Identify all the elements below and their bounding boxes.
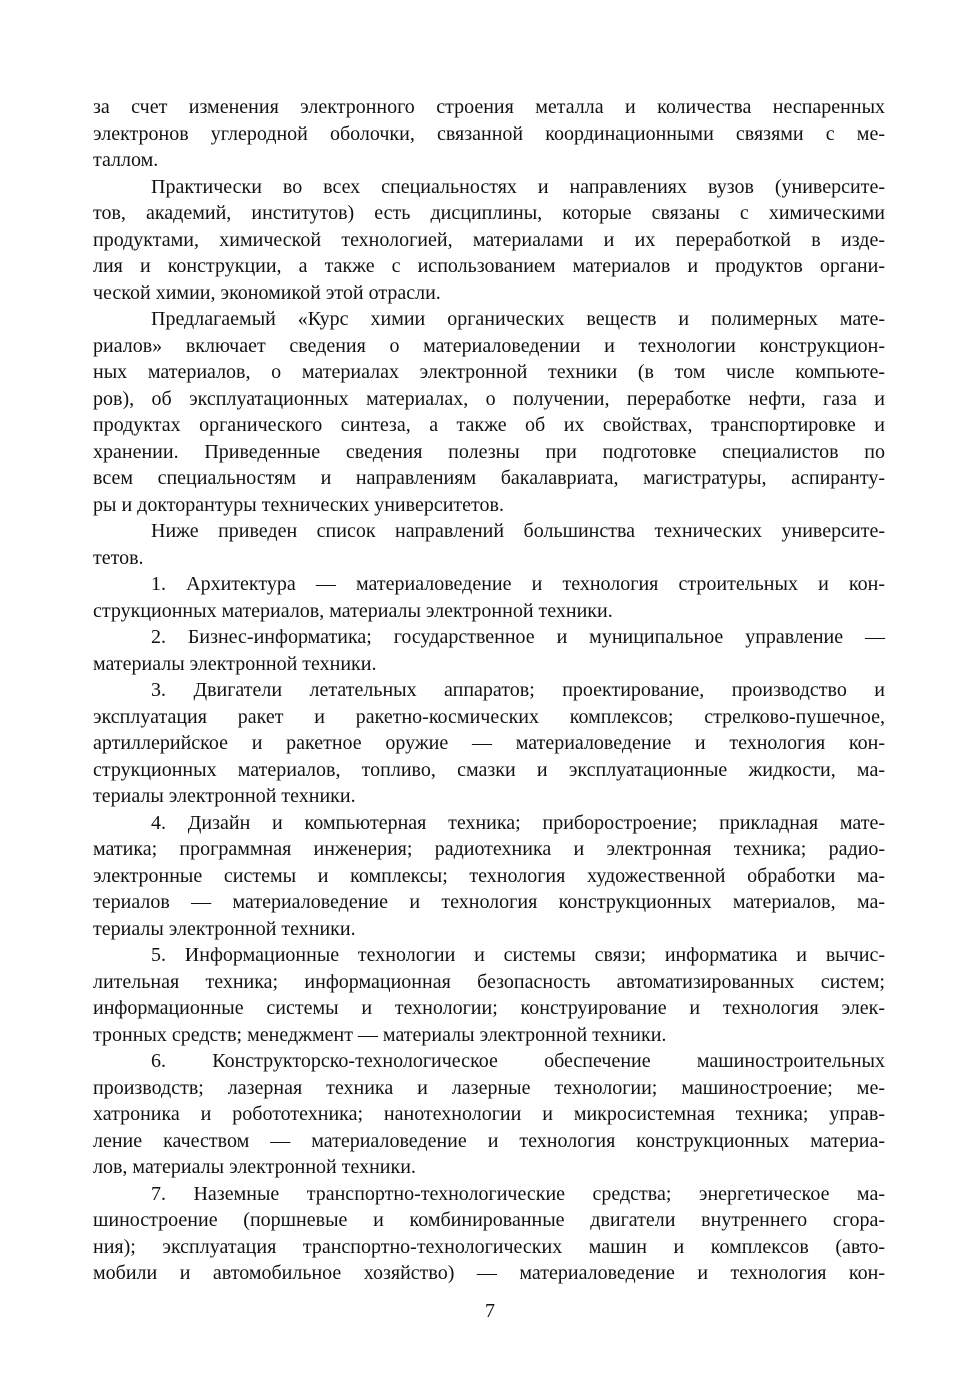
- text-line: 7. Наземные транспортно-технологические средства; энергетическое ма-: [151, 1182, 885, 1205]
- text-line: за счет изменения электронного строения металла и количества неспаренных: [93, 96, 885, 118]
- text-line: ческой химии, экономикой этой отрасли.: [93, 281, 441, 304]
- text-line: электронов углеродной оболочки, связанной координационными связями с ме-: [93, 122, 885, 145]
- text-line: ров), об эксплуатационных материалах, о получении, переработке нефти, газа и: [93, 387, 885, 410]
- paragraph: [93, 571, 885, 624]
- text-line: производств; лазерная техника и лазерные технологии; машиностроение; ме-: [93, 1076, 885, 1099]
- paragraph: [93, 1048, 885, 1181]
- text-line: матика; программная инженерия; радиотехника и электронная техника; радио-: [93, 838, 885, 860]
- text-line: струкционных материалов, материалы электронной техники.: [93, 599, 613, 622]
- text-line: лов, материалы электронной техники.: [93, 1156, 416, 1178]
- paragraph: [93, 1181, 885, 1287]
- paragraph: [93, 810, 885, 943]
- text-line: Ниже приведен список направлений большинства технических университе-: [151, 520, 885, 542]
- paragraph: [93, 677, 885, 810]
- text-line: Практически во всех специальностях и направлениях вузов (университе-: [151, 175, 885, 198]
- paragraph: [93, 174, 885, 307]
- text-line: лительная техника; информационная безопасность автоматизированных систем;: [93, 970, 885, 993]
- text-line: струкционных материалов, топливо, смазки и эксплуатационные жидкости, ма-: [93, 758, 885, 781]
- page-number: 7: [485, 1300, 495, 1322]
- text-line: 2. Бизнес-информатика; государственное и муниципальное управление —: [151, 626, 885, 648]
- text-line: тетов.: [93, 546, 144, 569]
- text-line: риалов» включает сведения о материаловедении и технологии конструкцион-: [93, 334, 885, 357]
- paragraph: [93, 94, 885, 174]
- text-line: териалов — материаловедение и технология конструкционных материалов, ма-: [93, 891, 885, 913]
- paragraph: [93, 624, 885, 677]
- text-line: таллом.: [93, 149, 159, 171]
- text-line: Предлагаемый «Курс химии органических веществ и полимерных мате-: [151, 308, 885, 330]
- text-line: териалы электронной техники.: [93, 917, 356, 940]
- paragraph: [93, 942, 885, 1048]
- text-line: шиностроение (поршневые и комбинированные двигатели внутреннего сгора-: [93, 1209, 885, 1231]
- text-line: информационные системы и технологии; конструирование и технология элек-: [93, 997, 885, 1019]
- text-line: 5. Информационные технологии и системы связи; информатика и вычис-: [151, 944, 885, 966]
- text-line: хатроника и робототехника; нанотехнологии и микросистемная техника; управ-: [93, 1103, 885, 1125]
- text-line: 4. Дизайн и компьютерная техника; приборостроение; прикладная мате-: [151, 811, 885, 834]
- text-line: 1. Архитектура — материаловедение и технология строительных и кон-: [151, 573, 885, 595]
- text-line: мобили и автомобильное хозяйство) — материаловедение и технология кон-: [93, 1262, 885, 1284]
- paragraph: [93, 306, 885, 518]
- text-line: продуктах органического синтеза, а также об их свойствах, транспортировке и: [93, 414, 885, 436]
- text-line: ление качеством — материаловедение и технология конструкционных материа-: [93, 1129, 885, 1152]
- page-body-text: [93, 94, 885, 1287]
- text-line: лия и конструкции, а также с использованием материалов и продуктов органи-: [93, 255, 885, 277]
- paragraph: [93, 518, 885, 571]
- text-line: тронных средств; менеджмент — материалы электронной техники.: [93, 1023, 667, 1046]
- text-line: ния); эксплуатация транспортно-технологических машин и комплексов (авто-: [93, 1235, 885, 1258]
- text-line: всем специальностям и направлениям бакалавриата, магистратуры, аспиранту-: [93, 467, 885, 489]
- text-line: тов, академий, институтов) есть дисциплины, которые связаны с химическими: [93, 202, 885, 224]
- text-line: артиллерийское и ракетное оружие — материаловедение и технология кон-: [93, 732, 885, 754]
- text-line: ры и докторантуры технических университетов.: [93, 493, 504, 516]
- text-line: 3. Двигатели летательных аппаратов; проектирование, производство и: [151, 679, 885, 701]
- text-line: териалы электронной техники.: [93, 785, 356, 807]
- text-line: эксплуатация ракет и ракетно-космических комплексов; стрелково-пушечное,: [93, 705, 885, 728]
- text-line: материалы электронной техники.: [93, 652, 377, 675]
- text-line: ных материалов, о материалах электронной техники (в том числе компьюте-: [93, 361, 885, 383]
- text-line: хранении. Приведенные сведения полезны при подготовке специалистов по: [93, 440, 885, 463]
- text-line: продуктами, химической технологией, материалами и их переработкой в изде-: [93, 228, 885, 251]
- text-line: 6. Конструкторско-технологическое обеспечение машиностроительных: [151, 1050, 885, 1072]
- text-line: электронные системы и комплексы; технология художественной обработки ма-: [93, 864, 885, 887]
